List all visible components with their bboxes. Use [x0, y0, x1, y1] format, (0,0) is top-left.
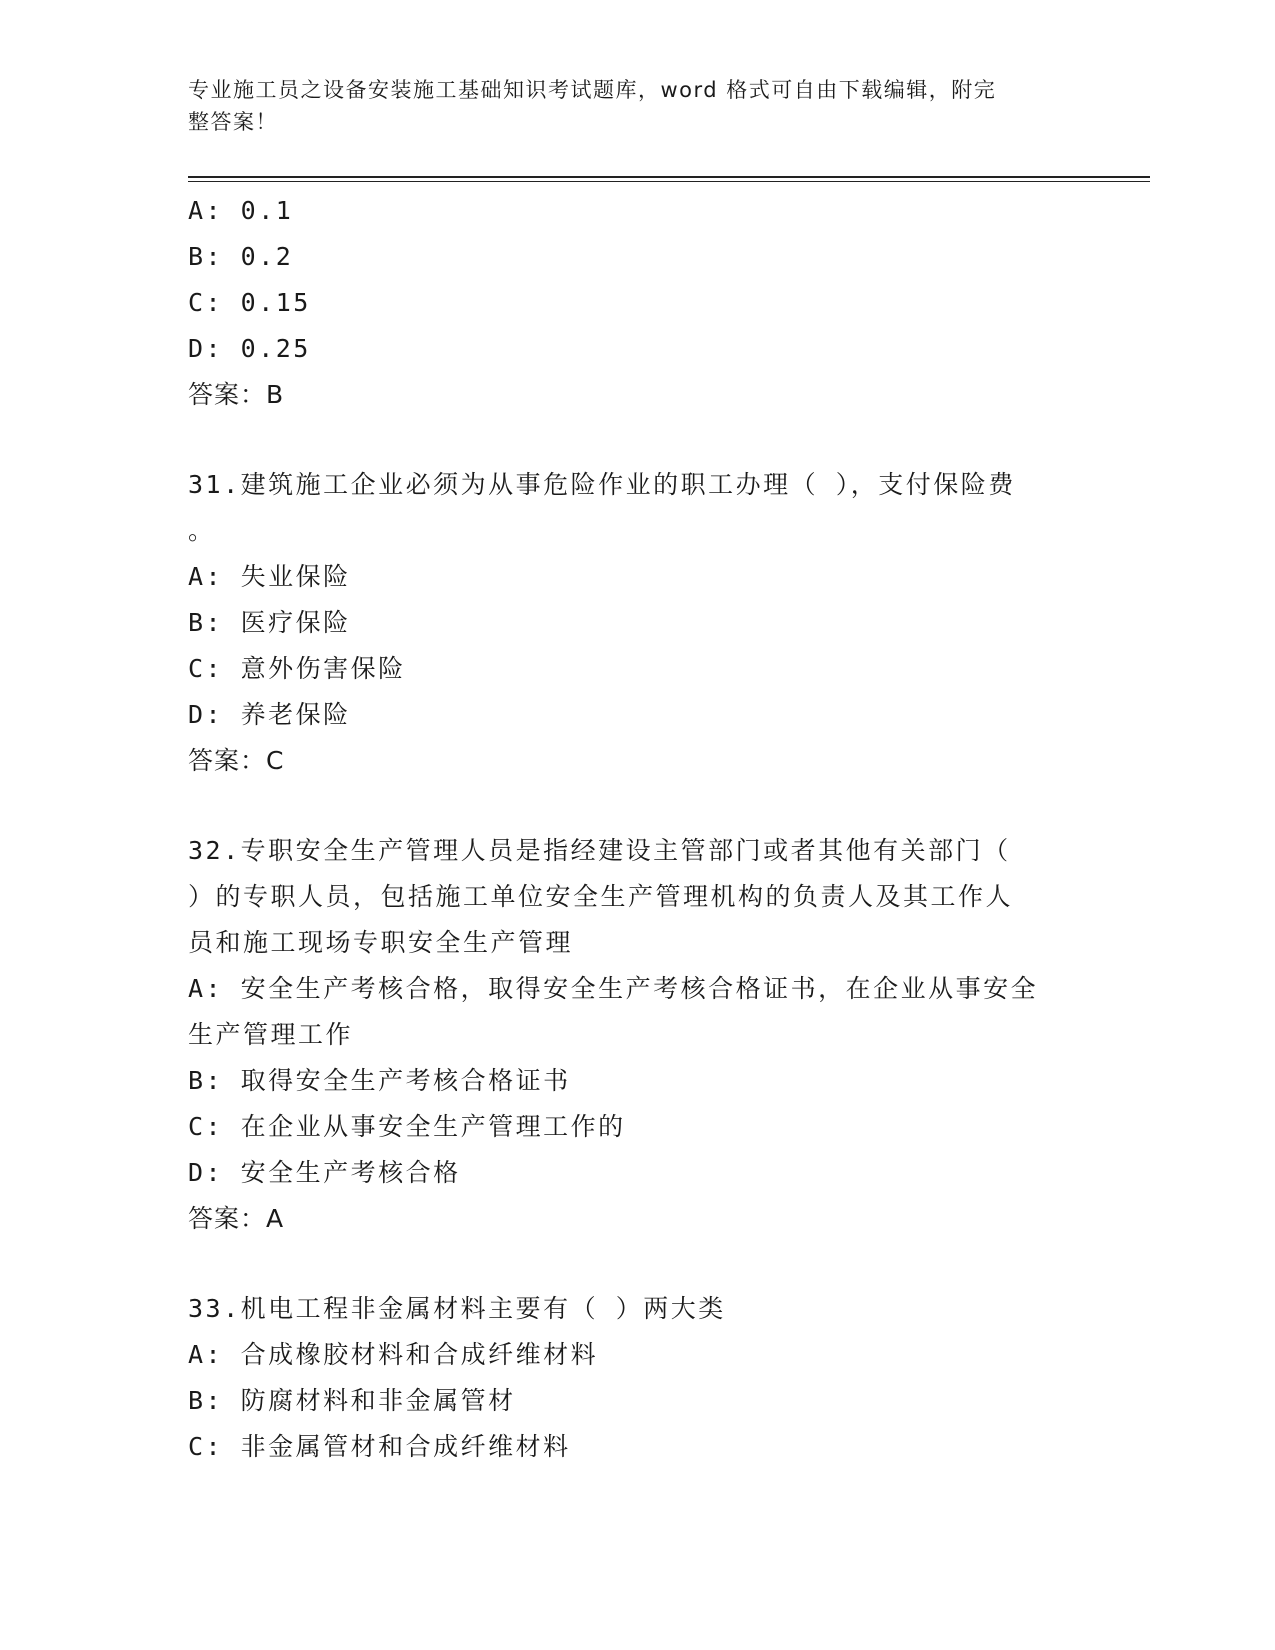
option-c: C: 在企业从事安全生产管理工作的	[188, 1112, 626, 1141]
option-a-line: 生产管理工作	[188, 1020, 354, 1049]
question-33	[188, 1286, 1088, 1470]
spacer	[188, 784, 1088, 828]
question-stem-line: 。	[188, 516, 216, 545]
option-b: B: 0.2	[188, 242, 294, 271]
header-line-2: 整答案！	[188, 110, 278, 134]
question-list	[188, 188, 1088, 1470]
option-a-line: A: 安全生产考核合格，取得安全生产考核合格证书，在企业从事安全	[188, 974, 1039, 1003]
option-c: C: 非金属管材和合成纤维材料	[188, 1432, 571, 1461]
question-stem-line: 员和施工现场专职安全生产管理	[188, 928, 574, 957]
spacer	[188, 1242, 1088, 1286]
option-c: C: 意外伤害保险	[188, 654, 406, 683]
option-a: A: 失业保险	[188, 562, 351, 591]
question-stem-line: 31.建筑施工企业必须为从事危险作业的职工办理（ ），支付保险费	[188, 470, 1016, 499]
question-stem-line: ）的专职人员，包括施工单位安全生产管理机构的负责人及其工作人	[188, 882, 1014, 911]
question-31	[188, 462, 1088, 784]
spacer	[188, 418, 1088, 462]
option-c: C: 0.15	[188, 288, 311, 317]
header-line-1: 专业施工员之设备安装施工基础知识考试题库，word 格式可自由下载编辑，附完	[188, 78, 997, 102]
answer: 答案：B	[188, 380, 285, 409]
option-d: D: 安全生产考核合格	[188, 1158, 461, 1187]
option-b: B: 防腐材料和非金属管材	[188, 1386, 516, 1415]
document-header	[188, 74, 1068, 138]
question-32	[188, 828, 1088, 1242]
answer: 答案：C	[188, 746, 285, 775]
header-rule-thick	[188, 176, 1150, 178]
header-rule-thin	[188, 181, 1150, 182]
question-stem: 33.机电工程非金属材料主要有（ ）两大类	[188, 1294, 726, 1323]
option-d: D: 0.25	[188, 334, 311, 363]
option-a: A: 0.1	[188, 196, 294, 225]
option-b: B: 取得安全生产考核合格证书	[188, 1066, 571, 1095]
option-b: B: 医疗保险	[188, 608, 351, 637]
answer: 答案：A	[188, 1204, 285, 1233]
question-30	[188, 188, 1088, 418]
option-a: A: 合成橡胶材料和合成纤维材料	[188, 1340, 599, 1369]
question-stem-line: 32.专职安全生产管理人员是指经建设主管部门或者其他有关部门（	[188, 836, 1011, 865]
option-d: D: 养老保险	[188, 700, 351, 729]
